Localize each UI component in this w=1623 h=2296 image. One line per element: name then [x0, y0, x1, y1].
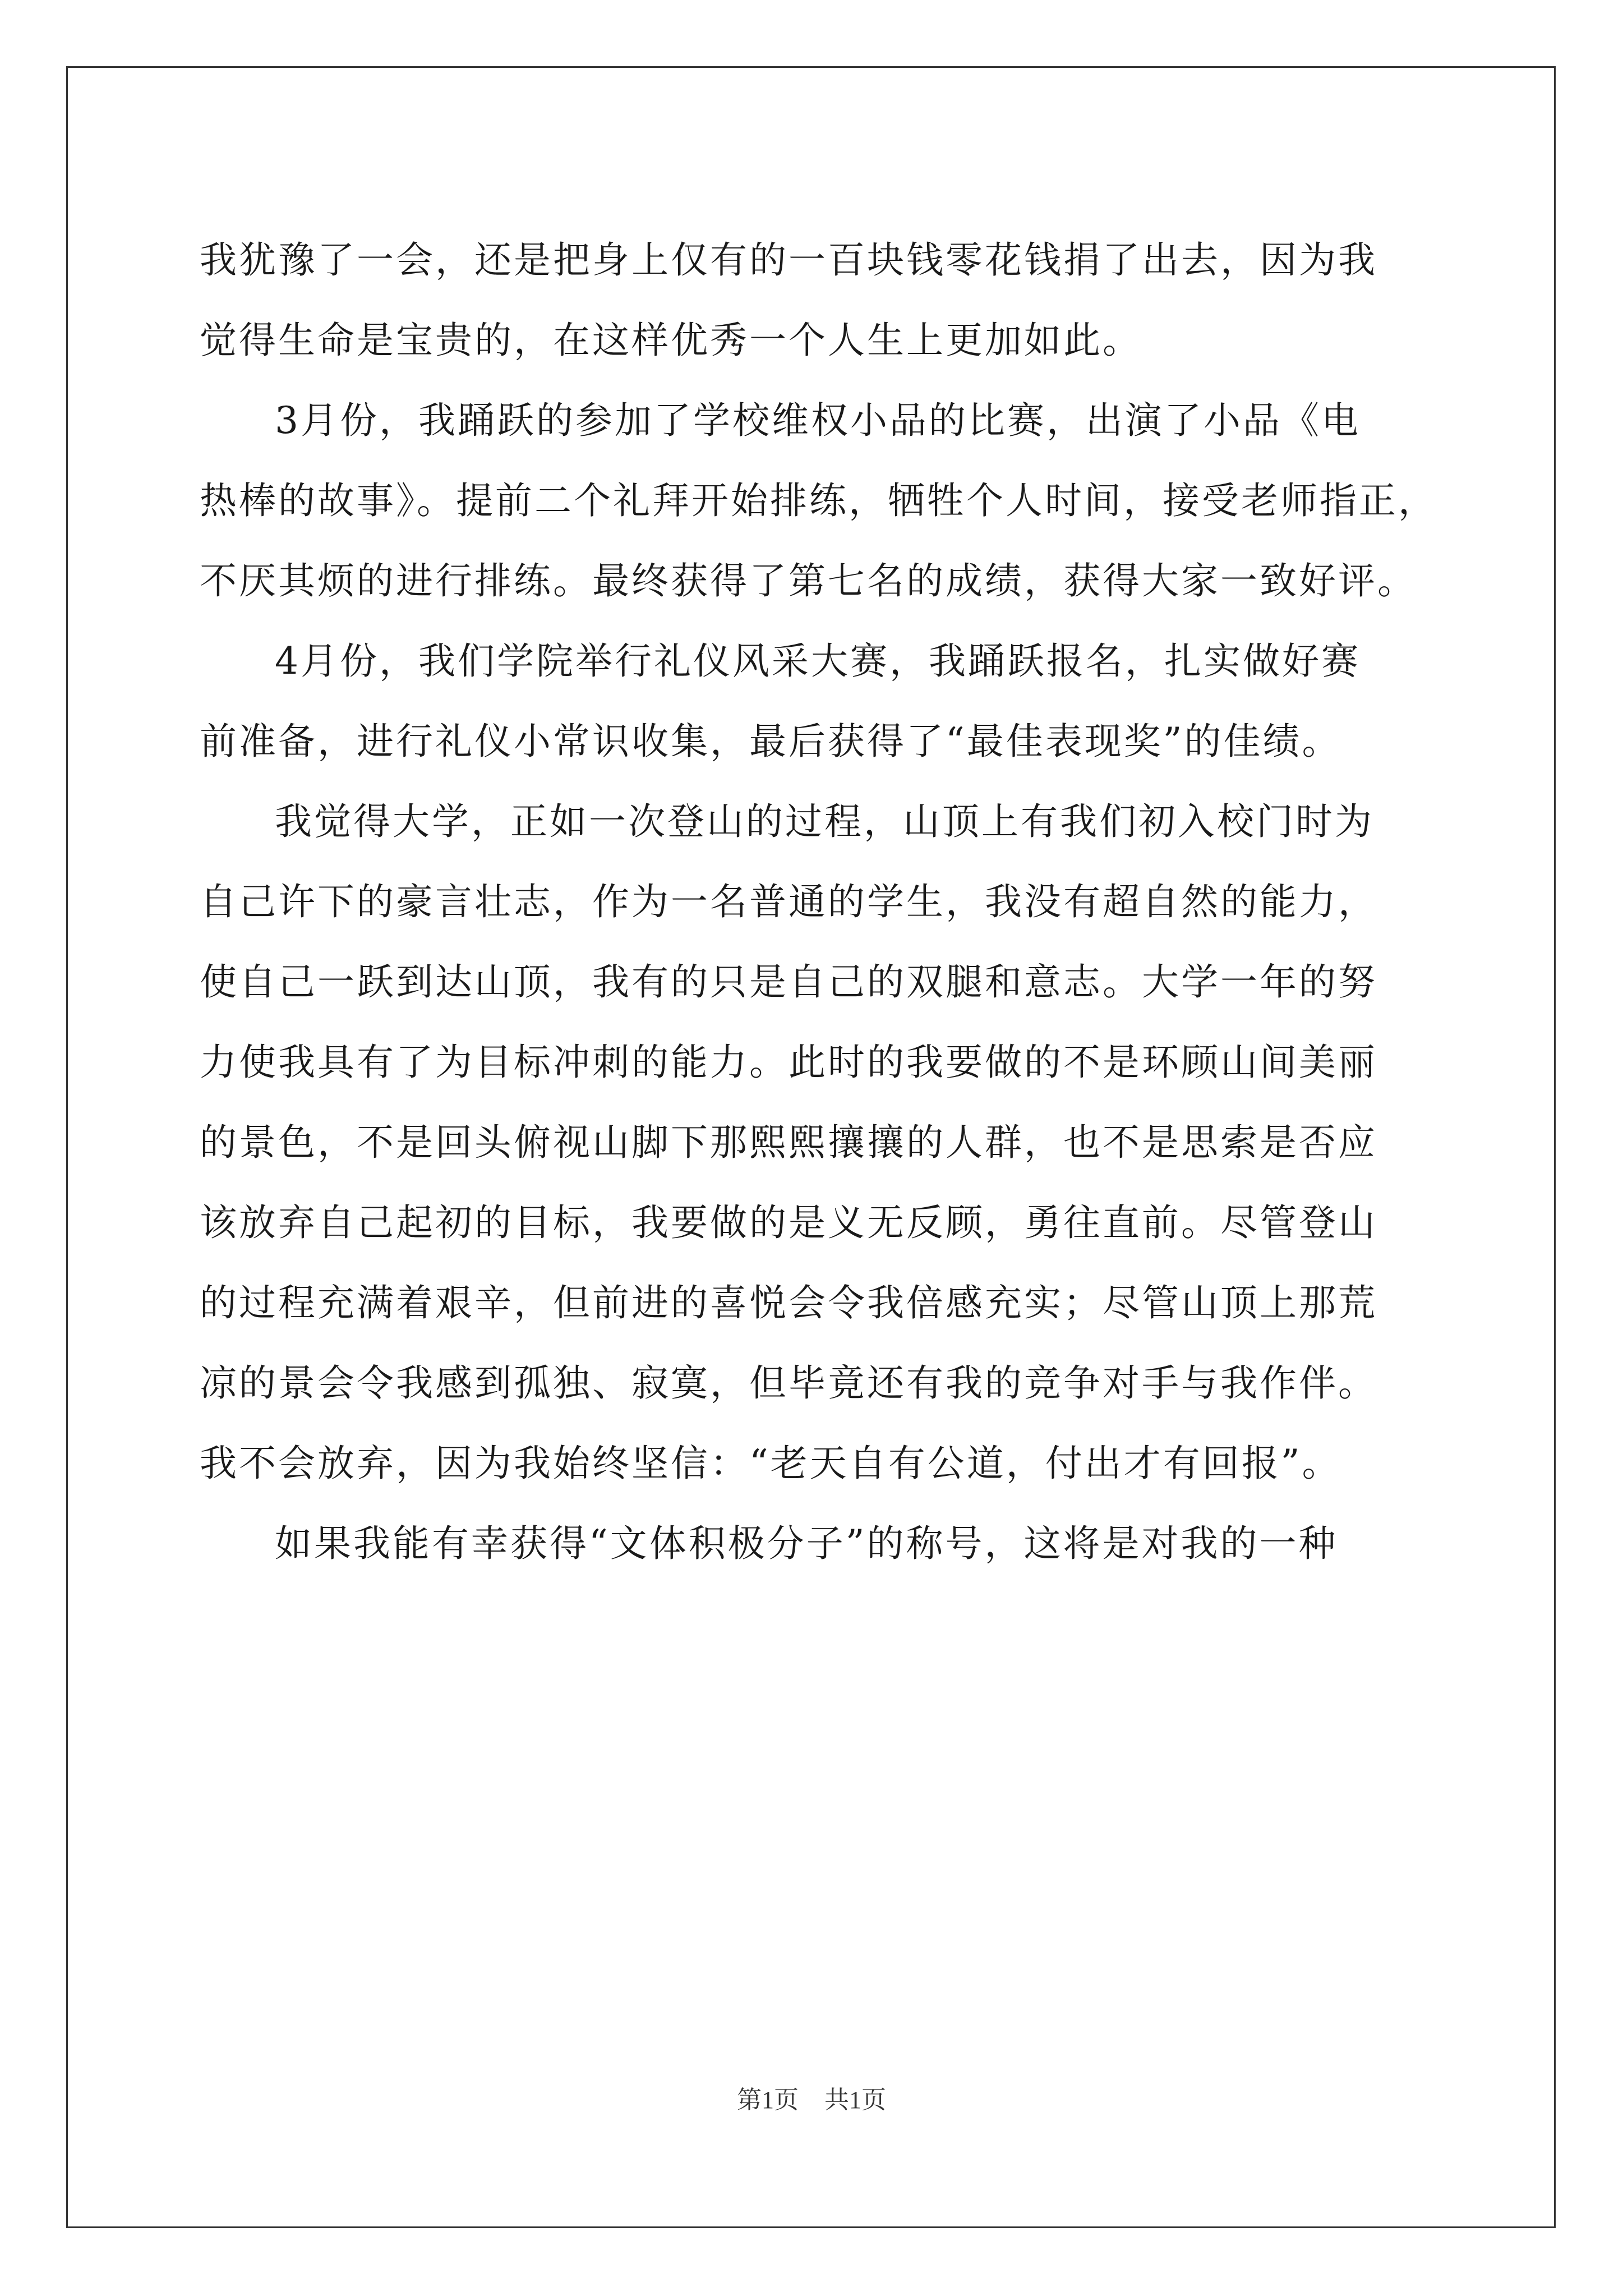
- text-line: 前准备，进行礼仪小常识收集，最后获得了“最佳表现奖”的佳绩。: [200, 720, 1341, 763]
- text-line: 我不会放弃，因为我始终坚信：“老天自有公道，付出才有回报”。: [200, 1442, 1341, 1485]
- text-line: 该放弃自己起初的目标，我要做的是义无反顾，勇往直前。尽管登山: [200, 1201, 1377, 1244]
- document-body: [200, 220, 1437, 1584]
- text-line: 4月份，我们学院举行礼仪风采大赛，我踊跃报名，扎实做好赛: [275, 639, 1361, 683]
- text-line: 自己许下的豪言壮志，作为一名普通的学生，我没有超自然的能力，: [200, 880, 1377, 923]
- page-number: 第1页: [737, 2086, 799, 2114]
- text-line: 凉的景会令我感到孤独、寂寞，但毕竟还有我的竞争对手与我作伴。: [200, 1361, 1377, 1405]
- text-line: 的景色，不是回头俯视山脚下那熙熙攘攘的人群，也不是思索是否应: [200, 1121, 1377, 1164]
- page-total: 共1页: [824, 2086, 886, 2114]
- text-line: 热棒的故事》。提前二个礼拜开始排练，牺牲个人时间，接受老师指正，: [200, 479, 1437, 522]
- text-line: 力使我具有了为目标冲刺的能力。此时的我要做的不是环顾山间美丽: [200, 1041, 1377, 1084]
- text-line: 使自己一跃到达山顶，我有的只是自己的双腿和意志。大学一年的努: [200, 960, 1377, 1004]
- text-line: 不厌其烦的进行排练。最终获得了第七名的成绩，获得大家一致好评。: [200, 559, 1417, 602]
- text-line: 的过程充满着艰辛，但前进的喜悦会令我倍感充实；尽管山顶上那荒: [200, 1281, 1377, 1324]
- text-line: 3月份，我踊跃的参加了学校维权小品的比赛，出演了小品《电: [275, 399, 1361, 442]
- page-footer: [0, 2083, 1623, 2117]
- text-line: 我犹豫了一会，还是把身上仅有的一百块钱零花钱捐了出去，因为我: [200, 238, 1377, 282]
- text-line: 觉得生命是宝贵的，在这样优秀一个人生上更加如此。: [200, 319, 1142, 362]
- text-line: 我觉得大学，正如一次登山的过程，山顶上有我们初入校门时为: [275, 800, 1374, 843]
- text-line: 如果我能有幸获得“文体积极分子”的称号，这将是对我的一种: [275, 1522, 1338, 1565]
